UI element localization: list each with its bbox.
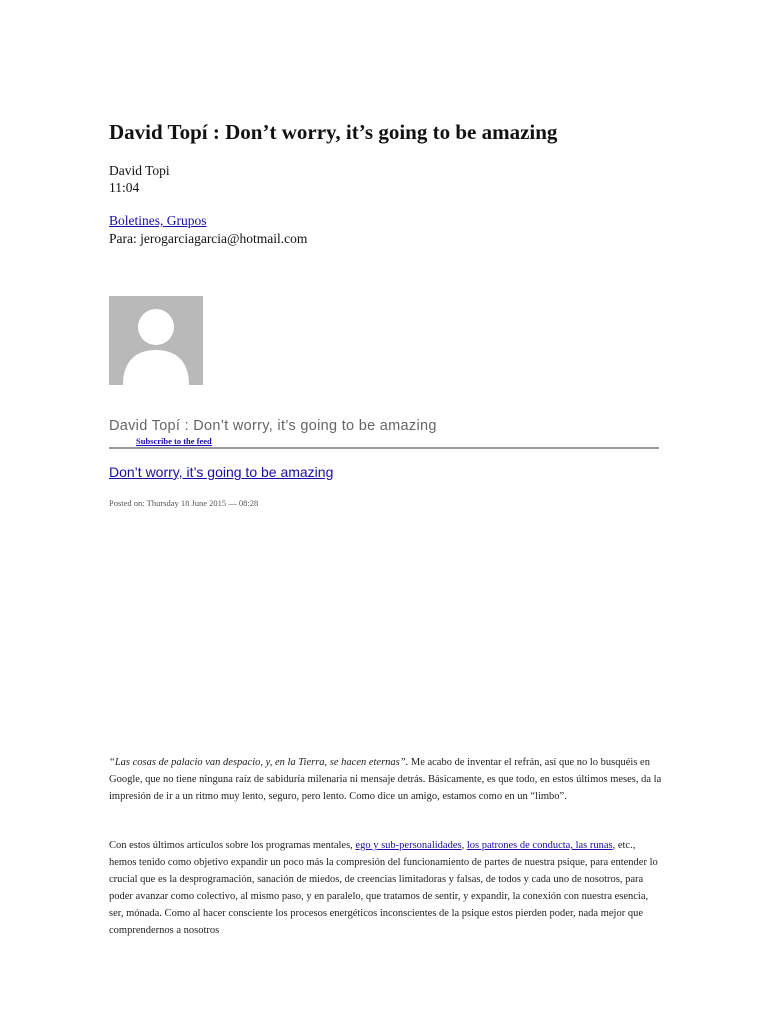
post-title-link[interactable]: Don’t worry, it’s going to be amazing (109, 464, 334, 480)
posted-date: Posted on: Thursday 18 June 2015 — 08:28 (109, 498, 259, 508)
patterns-link[interactable]: los patrones de conducta, las runas (466, 840, 613, 851)
person-silhouette-icon (109, 296, 203, 385)
title-divider (109, 447, 659, 449)
subscribe-feed-link[interactable]: Subscribe to the feed (136, 436, 212, 446)
paragraph-1-text: Me acabo de inventar el refrán, así que no lo busquéis en Google, que no tiene ninguna raíz de sabiduría milenaria ni mensaje detrás. Básicamente, es que todo, en estos últimos meses, da la impresión de ir a un ritmo muy lento, seguro, pero lento. Como dice un amigo, estamos como en un “limbo”. (109, 757, 662, 802)
avatar-icon (109, 296, 203, 385)
email-subject: David Topí : Don’t worry, it’s going to be amazing (109, 120, 558, 144)
quote-text: “Las cosas de palacio van despacio, y, en la Tierra, se hacen eternas”. (109, 757, 409, 768)
folders-link[interactable]: Boletines, Grupos (109, 213, 207, 228)
ego-link[interactable]: ego y sub-personalidades (355, 840, 462, 851)
recipient-line: Para: jerogarciagarcia@hotmail.com (109, 231, 308, 246)
email-time: 11:04 (109, 180, 140, 195)
link-separator: , (461, 840, 467, 851)
paragraph-2-start: Con estos últimos artículos sobre los programas mentales, (109, 840, 356, 851)
sender-name[interactable]: David Topi (109, 163, 170, 178)
blog-title: David Topí : Don’t worry, it’s going to be amazing (109, 418, 437, 434)
article-paragraph-1 (109, 754, 664, 805)
paragraph-2-text: , etc., hemos tenido como objetivo expandir un poco más la compresión del funcionamiento de partes de nuestra psique, para entender lo crucial que es la desprogramación, sanación de miedos, de creencias limitadoras y falsas, de todos y cada uno de nosotros, para poder avanzar como colectivo, al mismo paso, y en paralelo, que tratamos de sentir, y expandir, la conexión con nuestra esencia, ser, mónada. Como al hacer consciente los procesos energéticos inconscientes de la psique estos pierden poder, nada mejor que comprendernos a nosotros (109, 840, 658, 936)
article-paragraph-2 (109, 837, 664, 939)
